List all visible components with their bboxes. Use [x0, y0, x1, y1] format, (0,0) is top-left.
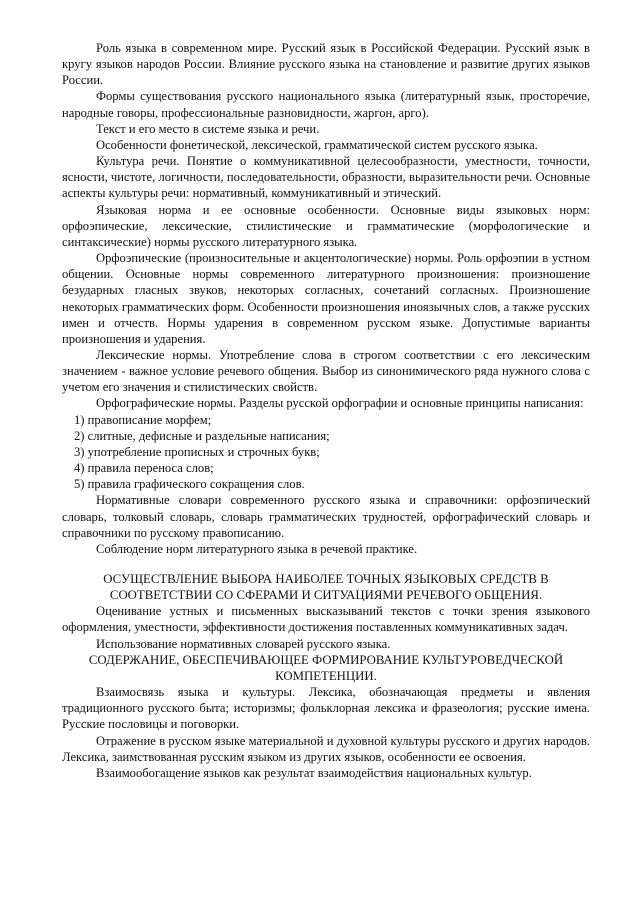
section-heading-cultural-competence: СОДЕРЖАНИЕ, ОБЕСПЕЧИВАЮЩЕЕ ФОРМИРОВАНИЕ КУЛЬТУРОВЕДЧЕСКОЙ КОМПЕТЕНЦИИ.: [88, 652, 564, 683]
paragraph-text-in-system: Текст и его место в системе языка и речи.: [96, 121, 320, 136]
paragraph-reflection-of-culture: Отражение в русском языке материальной и духовной культуры русского и других народов. Лексика, заимствованная русским языком из других языков, особенности ее освоения.: [62, 733, 590, 764]
document-page: [62, 40, 590, 781]
paragraph-speech-culture: Культура речи. Понятие о коммуникативной целесообразности, уместности, точности, ясности, чистоте, логичности, последовательности, образности, выразительности речи. Основные аспекты культуры речи: нормативный, коммуникативный и этический.: [62, 154, 590, 201]
paragraph-evaluation: Оценивание устных и письменных высказываний текстов с точки зрения языкового оформления, уместности, эффективности достижения поставленных коммуникативных задач.: [62, 604, 590, 635]
list-item: 3) употребление прописных и строчных букв;: [74, 444, 320, 459]
list-item: 4) правила переноса слов;: [74, 461, 214, 476]
paragraph-lexical-norms: Лексические нормы. Употребление слова в строгом соответствии с его лексическим значением - важное условие речевого общения. Выбор из синонимического ряда нужного слова с учетом его значения и стилистических свойств.: [62, 347, 590, 395]
paragraph-using-dictionaries: Использование нормативных словарей русского языка.: [96, 636, 391, 651]
paragraph-forms-of-language: Формы существования русского национального языка (литературный язык, просторечие, народные говоры, профессиональные разновидности, жаргон, арго).: [62, 89, 590, 120]
paragraph-norms-in-practice: Соблюдение норм литературного языка в речевой практике.: [96, 541, 418, 556]
section-heading-language-choice: ОСУЩЕСТВЛЕНИЕ ВЫБОРА НАИБОЛЕЕ ТОЧНЫХ ЯЗЫКОВЫХ СРЕДСТВ В СООТВЕТСТВИИ СО СФЕРАМИ И СИТУАЦИЯМИ РЕЧЕВОГО ОБЩЕНИЯ.: [103, 572, 549, 603]
paragraph-normative-dictionaries: Нормативные словари современного русского языка и справочники: орфоэпический словарь, толковый словарь, словарь грамматических трудностей, орфографический словарь и справочники по русскому правописанию.: [62, 493, 590, 540]
list-item: 1) правописание морфем;: [74, 412, 212, 427]
paragraph-mutual-enrichment: Взаимообогащение языков как результат взаимодействия национальных культур.: [96, 765, 532, 780]
paragraph-language-and-culture: Взаимосвязь языка и культуры. Лексика, обозначающая предметы и явления традиционного русского быта; историзмы; фольклорная лексика и фразеология; русские имена. Русские пословицы и поговорки.: [62, 685, 590, 732]
paragraph-language-systems: Особенности фонетической, лексической, грамматической систем русского языка.: [96, 137, 538, 152]
spelling-sections-list: [62, 412, 590, 493]
paragraph-language-norm: Языковая норма и ее основные особенности. Основные виды языковых норм: орфоэпические, лексические, стилистические и грамматические (морфологические и синтаксические) нормы русского литературного языка.: [62, 202, 590, 249]
paragraph-orthoepic-norms: Орфоэпические (произносительные и акцентологические) нормы. Роль орфоэпии в устном общении. Основные нормы современного литературного произношения: произношение безударных гласных звуков, некоторых согласных, сочетаний согласных. Произношение некоторых грамматических форм. Особенности произношения иноязычных слов, а также русских имен и отчеств. Нормы ударения в современном русском языке. Допустимые варианты произношения и ударения.: [62, 251, 590, 346]
paragraph-role-of-language: Роль языка в современном мире. Русский язык в Российской Федерации. Русский язык в кругу языков народов России. Влияние русского языка на становление и развитие других языков России.: [62, 41, 590, 88]
list-item: 2) слитные, дефисные и раздельные написания;: [74, 428, 330, 443]
section-spacer: [62, 557, 590, 571]
paragraph-spelling-norms: Орфографические нормы. Разделы русской орфографии и основные принципы написания:: [96, 396, 584, 411]
list-item: 5) правила графического сокращения слов.: [74, 477, 305, 492]
